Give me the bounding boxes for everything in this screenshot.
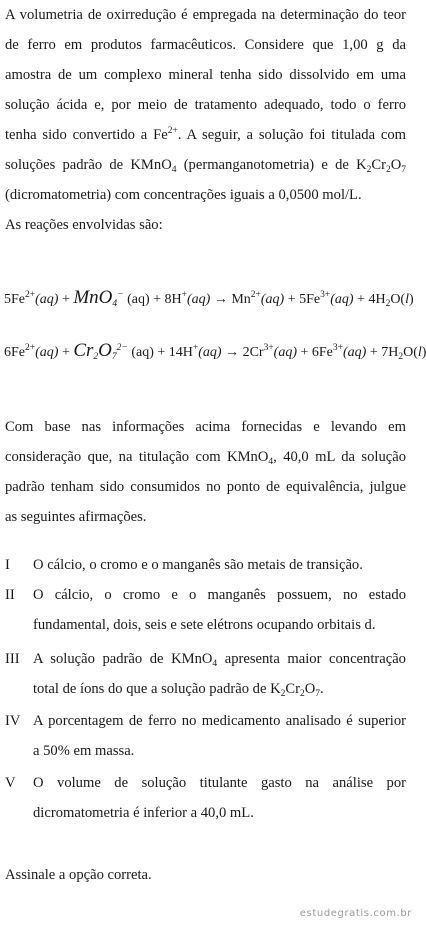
equation-permanganate: $5Fe^{2+}(aq) + MnO_4^-$ $(aq) + 8H^+(aq) \to Mn^{2+}(aq) + 5Fe^{3+}(aq) + 4H_2O(l)$ [4, 287, 414, 309]
statement-line: A porcentagem de ferro no medicamento analisado é superior [33, 713, 406, 729]
basis-line: as seguintes afirmações. [5, 509, 147, 525]
statement-line: total de íons do que a solução padrão de $K_2Cr_2O_7$. [33, 681, 324, 699]
statement-number: II [5, 587, 15, 603]
statement-number: III [5, 651, 20, 667]
statement-line: a 50% em massa. [33, 743, 135, 759]
statement-line: A solução padrão de KMnO$_4$ apresenta maior concentração [33, 651, 406, 669]
statement-line: O cálcio, o cromo e o manganês possuem, no estado [33, 587, 406, 603]
basis-paragraph [5, 412, 406, 532]
intro-line: soluções padrão de KMnO$_4$ (permanganotometria) e de $K_2Cr_2O_7$ [5, 157, 406, 175]
intro-line: tenha sido convertido a $Fe^{2+}$. A seguir, a solução foi titulada com [5, 126, 406, 143]
statement-number: I [5, 557, 10, 573]
statement-number: IV [5, 713, 21, 729]
intro-line: amostra de um complexo mineral tenha sido dissolvido em uma [5, 67, 406, 83]
statement-line: dicromatometria é inferior a 40,0 mL. [33, 805, 254, 821]
statement-number: V [5, 775, 16, 791]
basis-line: padrão tenham sido consumidos no ponto de equivalência, julgue [5, 479, 406, 495]
intro-paragraph [5, 0, 406, 240]
closing-instruction: Assinale a opção correta. [5, 867, 152, 883]
statement-line: O cálcio, o cromo e o manganês são metais de transição. [33, 557, 363, 573]
basis-line: Com base nas informações acima fornecidas e levando em [5, 419, 406, 435]
intro-line: (dicromatometria) com concentrações iguais a 0,0500 mol/L. [5, 187, 362, 203]
basis-line: consideração que, na titulação com KMnO$_4$, 40,0 mL da solução [5, 449, 406, 467]
site-watermark: estudegratis.com.br [299, 908, 412, 919]
intro-line: solução ácida e, por meio de tratamento adequado, todo o ferro [5, 97, 406, 113]
intro-line: A volumetria de oxirredução é empregada na determinação do teor [5, 7, 406, 23]
statement-line: fundamental, dois, seis e sete elétrons ocupando orbitais d. [33, 617, 376, 633]
intro-line: de ferro em produtos farmacêuticos. Considere que 1,00 g da [5, 37, 406, 53]
equation-dichromate: $6Fe^{2+}(aq) + Cr_2O_7^{2-}$ $(aq) + 14H^+(aq) \to 2Cr^{3+}(aq) + 6Fe^{3+}(aq) + 7H_2O(l)$ [4, 340, 426, 362]
statement-line: O volume de solução titulante gasto na análise por [33, 775, 406, 791]
intro-line: As reações envolvidas são: [5, 217, 163, 233]
